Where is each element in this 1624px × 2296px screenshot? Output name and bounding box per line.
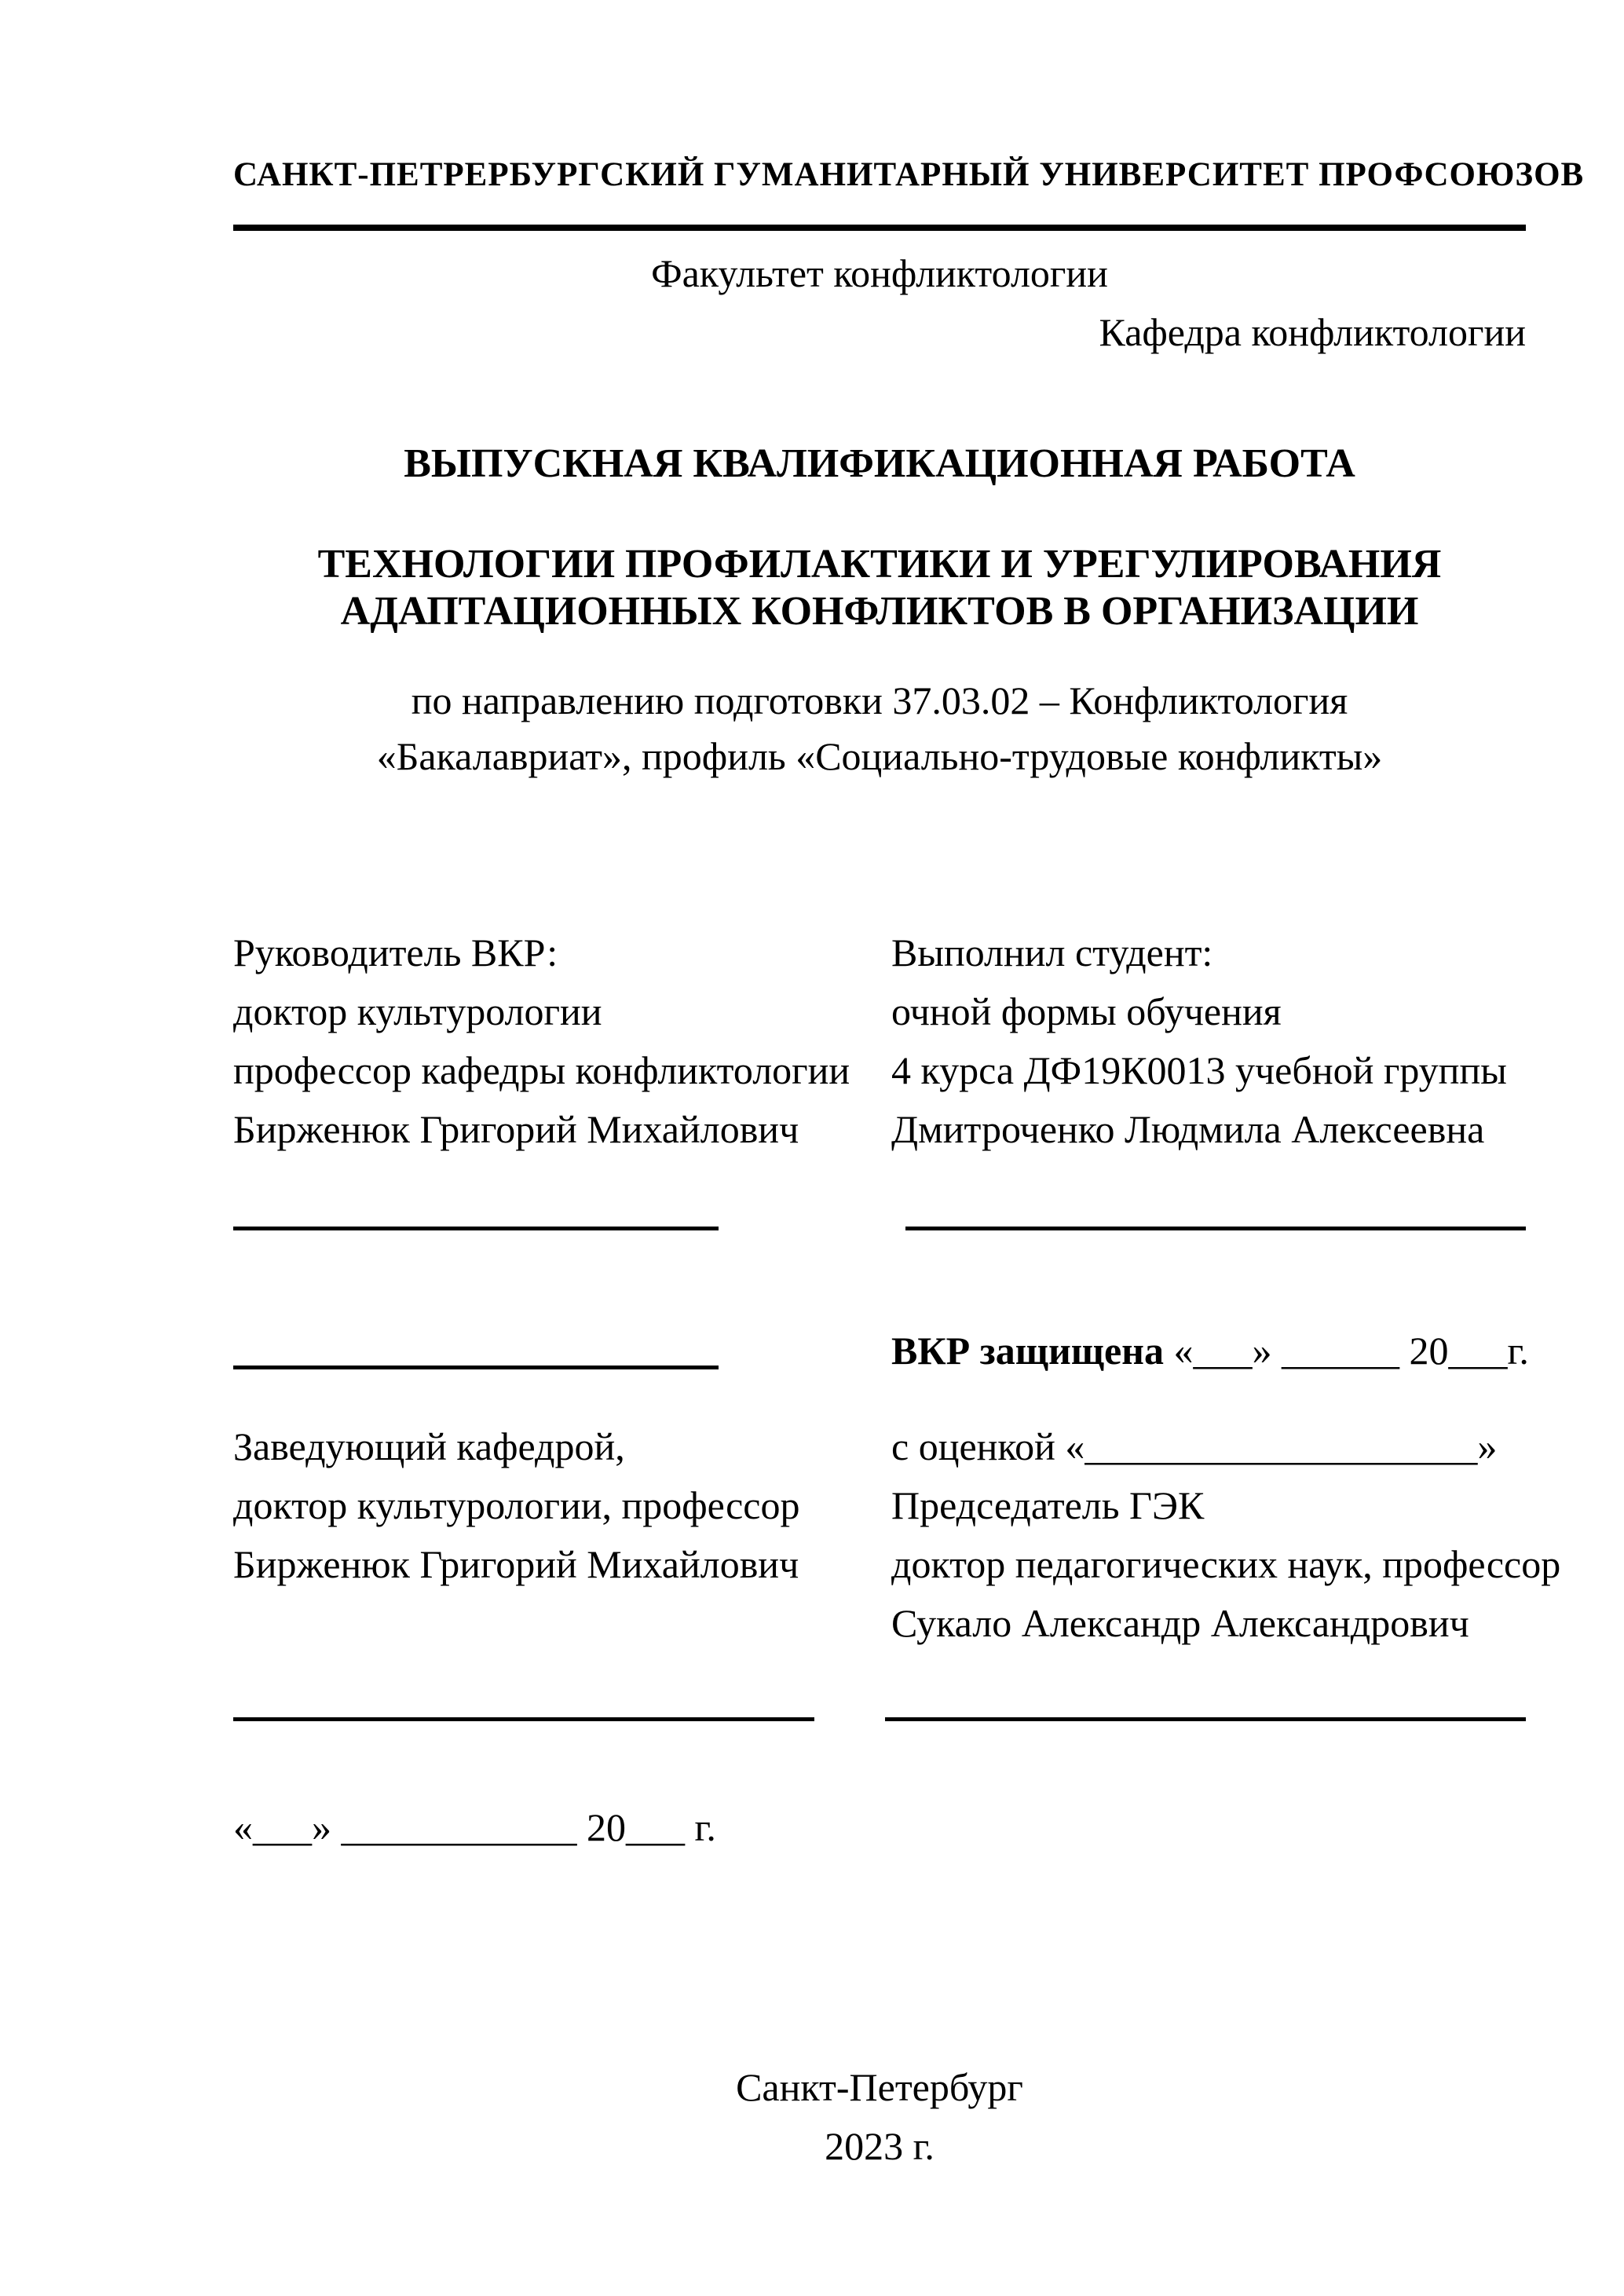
supervisor-label: Руководитель ВКР: — [233, 930, 558, 974]
student-name: Дмитроченко Людмила Алексеевна — [891, 1107, 1485, 1151]
student-group: 4 курса ДФ19К0013 учебной группы — [891, 1048, 1507, 1092]
thesis-title-line1: ТЕХНОЛОГИИ ПРОФИЛАКТИКИ И УРЕГУЛИРОВАНИЯ — [317, 542, 1442, 587]
defense-date-line — [891, 1327, 1529, 1374]
program-profile: «Бакалавриат», профиль «Социально-трудовые конфликты» — [376, 734, 1383, 778]
faculty-name: Факультет конфликтологии — [651, 251, 1108, 295]
head-name: Бирженюк Григорий Михайлович — [233, 1542, 799, 1586]
head-signature-line — [233, 1717, 814, 1721]
work-type-heading: ВЫПУСКНАЯ КВАЛИФИКАЦИОННАЯ РАБОТА — [404, 441, 1355, 486]
student-study-form: очной формы обучения — [891, 989, 1282, 1033]
head-position-line2: доктор культурологии, профессор — [233, 1483, 800, 1527]
year-label: 2023 г. — [825, 2124, 935, 2168]
department-name: Кафедра конфликтологии — [1099, 310, 1526, 354]
supervisor-name: Бирженюк Григорий Михайлович — [233, 1107, 799, 1151]
head-position-line1: Заведующий кафедрой, — [233, 1424, 625, 1468]
supervisor-position: профессор кафедры конфликтологии — [233, 1048, 850, 1092]
supervisor-signature-line-2 — [233, 1366, 719, 1369]
chair-name: Сукало Александр Александрович — [891, 1601, 1469, 1645]
defense-date-label: ВКР защищена — [891, 1329, 1164, 1373]
defense-date-blank: «___» ______ 20___г. — [1163, 1329, 1529, 1373]
chair-degree: доктор педагогических наук, профессор — [891, 1542, 1561, 1586]
chair-label: Председатель ГЭК — [891, 1483, 1205, 1527]
student-label: Выполнил студент: — [891, 930, 1213, 974]
city-name: Санкт-Петербург — [736, 2065, 1023, 2109]
thesis-title-line2: АДАПТАЦИОННЫХ КОНФЛИКТОВ В ОРГАНИЗАЦИИ — [340, 589, 1419, 634]
header-divider-line — [233, 225, 1526, 231]
chair-signature-line — [885, 1717, 1526, 1721]
program-direction: по направлению подготовки 37.03.02 – Конфликтология — [411, 678, 1348, 722]
grade-blank-line: с оценкой «____________________» — [891, 1424, 1498, 1468]
supervisor-signature-line — [233, 1227, 719, 1230]
head-date-blank: «___» ____________ 20___ г. — [233, 1805, 716, 1849]
university-name: САНКТ-ПЕТРЕРБУРГСКИЙ ГУМАНИТАРНЫЙ УНИВЕРСИТЕТ ПРОФСОЮЗОВ — [233, 156, 1585, 193]
student-signature-line — [905, 1227, 1526, 1230]
supervisor-degree: доктор культурологии — [233, 989, 602, 1033]
